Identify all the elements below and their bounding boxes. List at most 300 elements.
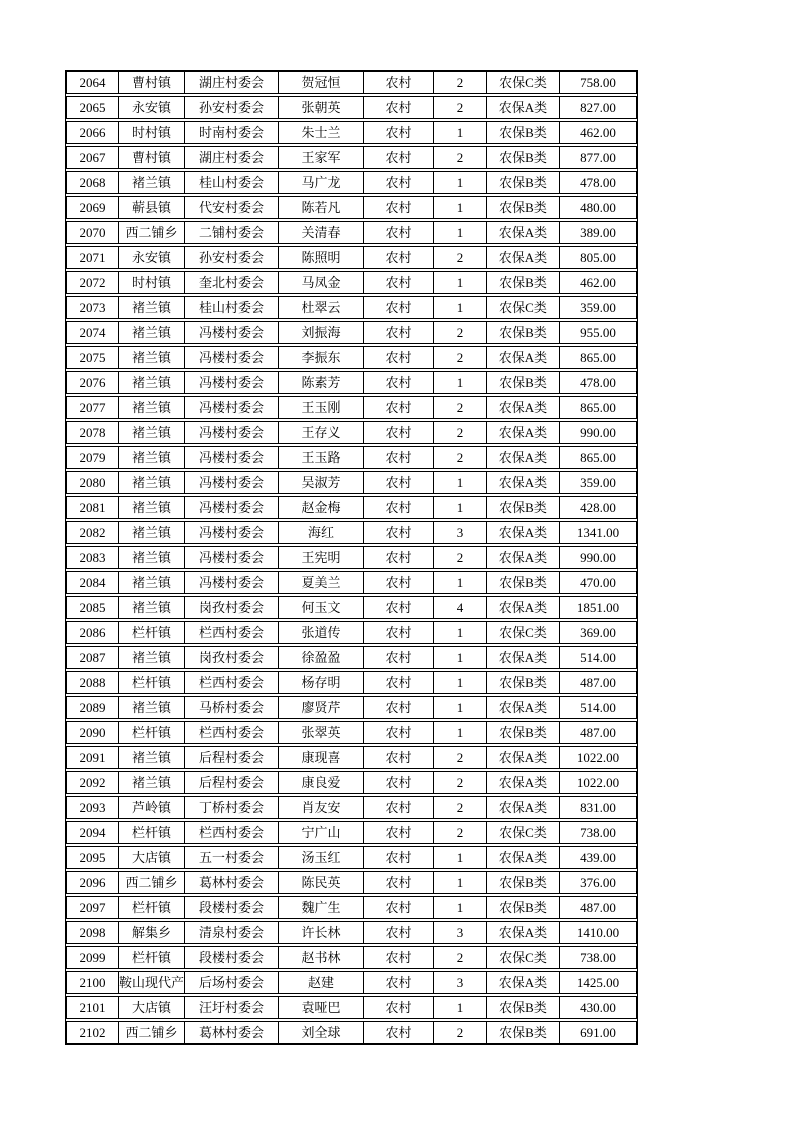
amount-cell: 487.00 xyxy=(580,725,616,740)
category-cell: 农村 xyxy=(364,322,434,343)
table-row xyxy=(66,271,637,294)
village-committee-cell: 冯楼村委会 xyxy=(185,572,279,593)
seq-cell: 2080 xyxy=(67,472,119,493)
amount-cell: 478.00 xyxy=(580,175,616,190)
table-row xyxy=(66,396,637,419)
insurance-class-cell: 农保A类 xyxy=(487,697,560,718)
person-name-cell: 肖友安 xyxy=(279,797,364,818)
table-row xyxy=(66,196,637,219)
amount-cell: 389.00 xyxy=(580,225,616,240)
amount-cell: 738.00 xyxy=(580,950,616,965)
insurance-class-cell: 农保B类 xyxy=(487,1022,560,1043)
seq-cell: 2096 xyxy=(67,872,119,893)
person-name-cell: 王玉刚 xyxy=(279,397,364,418)
village-committee-cell: 清泉村委会 xyxy=(185,922,279,943)
seq-cell: 2091 xyxy=(67,747,119,768)
seq-cell: 2097 xyxy=(67,897,119,918)
category-cell: 农村 xyxy=(364,572,434,593)
insurance-class-cell: 农保A类 xyxy=(487,972,560,993)
seq-cell: 2067 xyxy=(67,147,119,168)
count-cell: 2 xyxy=(434,547,487,568)
town-cell: 永安镇 xyxy=(119,97,185,118)
seq-cell: 2095 xyxy=(67,847,119,868)
count-cell: 2 xyxy=(434,422,487,443)
person-name-cell: 刘全球 xyxy=(279,1022,364,1043)
count-cell: 2 xyxy=(434,797,487,818)
category-cell: 农村 xyxy=(364,597,434,618)
insurance-class-cell: 农保A类 xyxy=(487,222,560,243)
seq-cell: 2100 xyxy=(67,972,119,993)
town-cell: 解集乡 xyxy=(119,922,185,943)
insurance-class-cell: 农保A类 xyxy=(487,922,560,943)
table-row xyxy=(66,871,637,894)
village-committee-cell: 时南村委会 xyxy=(185,122,279,143)
amount-cell: 462.00 xyxy=(580,275,616,290)
town-cell: 褚兰镇 xyxy=(119,772,185,793)
person-name-cell: 陈素芳 xyxy=(279,372,364,393)
town-cell: 栏杆镇 xyxy=(119,722,185,743)
village-committee-cell: 汪圩村委会 xyxy=(185,997,279,1018)
amount-cell: 359.00 xyxy=(580,475,616,490)
village-committee-cell: 冯楼村委会 xyxy=(185,497,279,518)
amount-cell: 865.00 xyxy=(580,400,616,415)
category-cell: 农村 xyxy=(364,722,434,743)
seq-cell: 2089 xyxy=(67,697,119,718)
seq-cell: 2079 xyxy=(67,447,119,468)
village-committee-cell: 代安村委会 xyxy=(185,197,279,218)
town-cell: 褚兰镇 xyxy=(119,172,185,193)
village-committee-cell: 孙安村委会 xyxy=(185,247,279,268)
person-name-cell: 朱士兰 xyxy=(279,122,364,143)
village-committee-cell: 丁桥村委会 xyxy=(185,797,279,818)
person-name-cell: 陈民英 xyxy=(279,872,364,893)
amount-cell: 1410.00 xyxy=(576,925,620,940)
town-cell: 鞍山现代产 xyxy=(119,972,185,993)
insurance-class-cell: 农保A类 xyxy=(487,847,560,868)
category-cell: 农村 xyxy=(364,297,434,318)
village-committee-cell: 湖庄村委会 xyxy=(185,147,279,168)
insurance-class-cell: 农保A类 xyxy=(487,447,560,468)
count-cell: 1 xyxy=(434,272,487,293)
insurance-class-cell: 农保B类 xyxy=(487,497,560,518)
table-row xyxy=(66,471,637,494)
seq-cell: 2073 xyxy=(67,297,119,318)
amount-cell: 738.00 xyxy=(580,825,616,840)
count-cell: 1 xyxy=(434,197,487,218)
table-row xyxy=(66,696,637,719)
seq-cell: 2102 xyxy=(67,1022,119,1043)
person-name-cell: 宁广山 xyxy=(279,822,364,843)
category-cell: 农村 xyxy=(364,372,434,393)
table-row xyxy=(66,146,637,169)
seq-cell: 2094 xyxy=(67,822,119,843)
count-cell: 2 xyxy=(434,822,487,843)
table-row xyxy=(66,646,637,669)
person-name-cell: 康现喜 xyxy=(279,747,364,768)
seq-cell: 2084 xyxy=(67,572,119,593)
village-committee-cell: 冯楼村委会 xyxy=(185,522,279,543)
count-cell: 2 xyxy=(434,97,487,118)
count-cell: 1 xyxy=(434,372,487,393)
insurance-class-cell: 农保A类 xyxy=(487,647,560,668)
town-cell: 褚兰镇 xyxy=(119,472,185,493)
count-cell: 4 xyxy=(434,597,487,618)
count-cell: 1 xyxy=(434,722,487,743)
table-row xyxy=(66,746,637,769)
insurance-class-cell: 农保A类 xyxy=(487,347,560,368)
seq-cell: 2098 xyxy=(67,922,119,943)
village-committee-cell: 冯楼村委会 xyxy=(185,322,279,343)
village-committee-cell: 岗孜村委会 xyxy=(185,597,279,618)
town-cell: 褚兰镇 xyxy=(119,297,185,318)
person-name-cell: 陈若凡 xyxy=(279,197,364,218)
count-cell: 2 xyxy=(434,247,487,268)
table-row xyxy=(66,221,637,244)
person-name-cell: 马凤金 xyxy=(279,272,364,293)
category-cell: 农村 xyxy=(364,772,434,793)
person-name-cell: 张翠英 xyxy=(279,722,364,743)
amount-cell: 439.00 xyxy=(580,850,616,865)
person-name-cell: 汤玉红 xyxy=(279,847,364,868)
table-row xyxy=(66,121,637,144)
village-committee-cell: 栏西村委会 xyxy=(185,722,279,743)
insurance-class-cell: 农保A类 xyxy=(487,247,560,268)
count-cell: 1 xyxy=(434,672,487,693)
person-name-cell: 张朝英 xyxy=(279,97,364,118)
village-committee-cell: 冯楼村委会 xyxy=(185,547,279,568)
town-cell: 褚兰镇 xyxy=(119,747,185,768)
amount-cell: 487.00 xyxy=(580,900,616,915)
table-row xyxy=(66,721,637,744)
count-cell: 3 xyxy=(434,522,487,543)
amount-cell: 805.00 xyxy=(580,250,616,265)
person-name-cell: 王家军 xyxy=(279,147,364,168)
count-cell: 2 xyxy=(434,322,487,343)
amount-cell: 877.00 xyxy=(580,150,616,165)
town-cell: 时村镇 xyxy=(119,122,185,143)
village-committee-cell: 桂山村委会 xyxy=(185,297,279,318)
count-cell: 2 xyxy=(434,772,487,793)
town-cell: 褚兰镇 xyxy=(119,497,185,518)
category-cell: 农村 xyxy=(364,947,434,968)
person-name-cell: 许长林 xyxy=(279,922,364,943)
table-row xyxy=(66,771,637,794)
amount-cell: 430.00 xyxy=(580,1000,616,1015)
amount-cell: 990.00 xyxy=(580,550,616,565)
amount-cell: 462.00 xyxy=(580,125,616,140)
insurance-class-cell: 农保A类 xyxy=(487,522,560,543)
person-name-cell: 刘振海 xyxy=(279,322,364,343)
table-row xyxy=(66,971,637,994)
town-cell: 褚兰镇 xyxy=(119,397,185,418)
table-row xyxy=(66,821,637,844)
seq-cell: 2072 xyxy=(67,272,119,293)
town-cell: 褚兰镇 xyxy=(119,522,185,543)
table-row xyxy=(66,246,637,269)
insurance-class-cell: 农保A类 xyxy=(487,797,560,818)
count-cell: 2 xyxy=(434,947,487,968)
category-cell: 农村 xyxy=(364,972,434,993)
table-row xyxy=(66,896,637,919)
amount-cell: 1022.00 xyxy=(576,775,620,790)
village-committee-cell: 奎北村委会 xyxy=(185,272,279,293)
seq-cell: 2076 xyxy=(67,372,119,393)
amount-cell: 376.00 xyxy=(580,875,616,890)
insurance-class-cell: 农保B类 xyxy=(487,897,560,918)
count-cell: 2 xyxy=(434,72,487,93)
insurance-class-cell: 农保A类 xyxy=(487,547,560,568)
insurance-class-cell: 农保B类 xyxy=(487,272,560,293)
seq-cell: 2071 xyxy=(67,247,119,268)
table-row xyxy=(66,571,637,594)
seq-cell: 2081 xyxy=(67,497,119,518)
category-cell: 农村 xyxy=(364,922,434,943)
village-committee-cell: 葛林村委会 xyxy=(185,1022,279,1043)
village-committee-cell: 冯楼村委会 xyxy=(185,422,279,443)
village-committee-cell: 冯楼村委会 xyxy=(185,472,279,493)
amount-cell: 827.00 xyxy=(580,100,616,115)
person-name-cell: 海红 xyxy=(279,522,364,543)
town-cell: 褚兰镇 xyxy=(119,547,185,568)
table-row xyxy=(66,96,637,119)
category-cell: 农村 xyxy=(364,272,434,293)
category-cell: 农村 xyxy=(364,472,434,493)
count-cell: 2 xyxy=(434,347,487,368)
table-row xyxy=(66,921,637,944)
category-cell: 农村 xyxy=(364,72,434,93)
amount-cell: 955.00 xyxy=(580,325,616,340)
village-committee-cell: 葛林村委会 xyxy=(185,872,279,893)
count-cell: 1 xyxy=(434,122,487,143)
category-cell: 农村 xyxy=(364,747,434,768)
insurance-class-cell: 农保A类 xyxy=(487,97,560,118)
town-cell: 时村镇 xyxy=(119,272,185,293)
town-cell: 褚兰镇 xyxy=(119,697,185,718)
category-cell: 农村 xyxy=(364,547,434,568)
seq-cell: 2066 xyxy=(67,122,119,143)
amount-cell: 831.00 xyxy=(580,800,616,815)
insurance-class-cell: 农保B类 xyxy=(487,672,560,693)
category-cell: 农村 xyxy=(364,197,434,218)
town-cell: 褚兰镇 xyxy=(119,322,185,343)
village-committee-cell: 冯楼村委会 xyxy=(185,397,279,418)
table-row xyxy=(66,171,637,194)
person-name-cell: 王宪明 xyxy=(279,547,364,568)
insurance-class-cell: 农保A类 xyxy=(487,772,560,793)
town-cell: 曹村镇 xyxy=(119,147,185,168)
amount-cell: 480.00 xyxy=(580,200,616,215)
count-cell: 1 xyxy=(434,697,487,718)
seq-cell: 2065 xyxy=(67,97,119,118)
town-cell: 栏杆镇 xyxy=(119,822,185,843)
person-name-cell: 王存义 xyxy=(279,422,364,443)
category-cell: 农村 xyxy=(364,172,434,193)
insurance-class-cell: 农保B类 xyxy=(487,997,560,1018)
table-row xyxy=(66,521,637,544)
person-name-cell: 吴淑芳 xyxy=(279,472,364,493)
count-cell: 2 xyxy=(434,1022,487,1043)
insurance-class-cell: 农保C类 xyxy=(487,822,560,843)
category-cell: 农村 xyxy=(364,872,434,893)
count-cell: 1 xyxy=(434,572,487,593)
category-cell: 农村 xyxy=(364,697,434,718)
town-cell: 褚兰镇 xyxy=(119,647,185,668)
category-cell: 农村 xyxy=(364,497,434,518)
village-committee-cell: 栏西村委会 xyxy=(185,622,279,643)
amount-cell: 514.00 xyxy=(580,700,616,715)
count-cell: 1 xyxy=(434,647,487,668)
count-cell: 3 xyxy=(434,972,487,993)
amount-cell: 1851.00 xyxy=(576,600,620,615)
town-cell: 褚兰镇 xyxy=(119,347,185,368)
table-row xyxy=(66,671,637,694)
person-name-cell: 张道传 xyxy=(279,622,364,643)
table-row xyxy=(66,446,637,469)
seq-cell: 2090 xyxy=(67,722,119,743)
village-committee-cell: 桂山村委会 xyxy=(185,172,279,193)
category-cell: 农村 xyxy=(364,347,434,368)
village-committee-cell: 段楼村委会 xyxy=(185,897,279,918)
table-row xyxy=(66,796,637,819)
category-cell: 农村 xyxy=(364,222,434,243)
amount-cell: 359.00 xyxy=(580,300,616,315)
insurance-class-cell: 农保A类 xyxy=(487,597,560,618)
amount-cell: 990.00 xyxy=(580,425,616,440)
town-cell: 褚兰镇 xyxy=(119,597,185,618)
person-name-cell: 魏广生 xyxy=(279,897,364,918)
category-cell: 农村 xyxy=(364,847,434,868)
category-cell: 农村 xyxy=(364,897,434,918)
table-row xyxy=(66,321,637,344)
village-committee-cell: 五一村委会 xyxy=(185,847,279,868)
records-table xyxy=(65,70,638,1045)
person-name-cell: 李振东 xyxy=(279,347,364,368)
insurance-class-cell: 农保C类 xyxy=(487,72,560,93)
insurance-class-cell: 农保A类 xyxy=(487,422,560,443)
amount-cell: 1022.00 xyxy=(576,750,620,765)
amount-cell: 478.00 xyxy=(580,375,616,390)
village-committee-cell: 冯楼村委会 xyxy=(185,372,279,393)
insurance-class-cell: 农保B类 xyxy=(487,572,560,593)
seq-cell: 2085 xyxy=(67,597,119,618)
category-cell: 农村 xyxy=(364,622,434,643)
insurance-class-cell: 农保B类 xyxy=(487,172,560,193)
insurance-class-cell: 农保A类 xyxy=(487,397,560,418)
amount-cell: 470.00 xyxy=(580,575,616,590)
category-cell: 农村 xyxy=(364,147,434,168)
town-cell: 栏杆镇 xyxy=(119,622,185,643)
count-cell: 1 xyxy=(434,622,487,643)
town-cell: 曹村镇 xyxy=(119,72,185,93)
insurance-class-cell: 农保B类 xyxy=(487,722,560,743)
category-cell: 农村 xyxy=(364,997,434,1018)
count-cell: 2 xyxy=(434,747,487,768)
insurance-class-cell: 农保C类 xyxy=(487,622,560,643)
category-cell: 农村 xyxy=(364,822,434,843)
village-committee-cell: 冯楼村委会 xyxy=(185,447,279,468)
category-cell: 农村 xyxy=(364,247,434,268)
count-cell: 1 xyxy=(434,172,487,193)
amount-cell: 691.00 xyxy=(580,1025,616,1040)
seq-cell: 2082 xyxy=(67,522,119,543)
amount-cell: 865.00 xyxy=(580,450,616,465)
town-cell: 大店镇 xyxy=(119,997,185,1018)
village-committee-cell: 岗孜村委会 xyxy=(185,647,279,668)
category-cell: 农村 xyxy=(364,647,434,668)
count-cell: 1 xyxy=(434,297,487,318)
person-name-cell: 廖贤芹 xyxy=(279,697,364,718)
town-cell: 褚兰镇 xyxy=(119,447,185,468)
town-cell: 栏杆镇 xyxy=(119,897,185,918)
insurance-class-cell: 农保A类 xyxy=(487,747,560,768)
insurance-class-cell: 农保B类 xyxy=(487,322,560,343)
table-row xyxy=(66,596,637,619)
count-cell: 1 xyxy=(434,897,487,918)
seq-cell: 2093 xyxy=(67,797,119,818)
count-cell: 1 xyxy=(434,872,487,893)
insurance-class-cell: 农保C类 xyxy=(487,947,560,968)
person-name-cell: 赵建 xyxy=(279,972,364,993)
town-cell: 芦岭镇 xyxy=(119,797,185,818)
category-cell: 农村 xyxy=(364,1022,434,1043)
seq-cell: 2064 xyxy=(67,72,119,93)
town-cell: 西二铺乡 xyxy=(119,1022,185,1043)
village-committee-cell: 湖庄村委会 xyxy=(185,72,279,93)
person-name-cell: 马广龙 xyxy=(279,172,364,193)
seq-cell: 2078 xyxy=(67,422,119,443)
person-name-cell: 赵金梅 xyxy=(279,497,364,518)
category-cell: 农村 xyxy=(364,522,434,543)
village-committee-cell: 孙安村委会 xyxy=(185,97,279,118)
count-cell: 1 xyxy=(434,497,487,518)
seq-cell: 2070 xyxy=(67,222,119,243)
amount-cell: 1341.00 xyxy=(576,525,620,540)
seq-cell: 2087 xyxy=(67,647,119,668)
insurance-class-cell: 农保A类 xyxy=(487,472,560,493)
category-cell: 农村 xyxy=(364,447,434,468)
table-row xyxy=(66,421,637,444)
insurance-class-cell: 农保B类 xyxy=(487,122,560,143)
seq-cell: 2092 xyxy=(67,772,119,793)
count-cell: 1 xyxy=(434,222,487,243)
town-cell: 西二铺乡 xyxy=(119,872,185,893)
seq-cell: 2083 xyxy=(67,547,119,568)
town-cell: 褚兰镇 xyxy=(119,372,185,393)
amount-cell: 758.00 xyxy=(580,75,616,90)
town-cell: 栏杆镇 xyxy=(119,672,185,693)
village-committee-cell: 马桥村委会 xyxy=(185,697,279,718)
seq-cell: 2074 xyxy=(67,322,119,343)
table-row xyxy=(66,71,637,94)
insurance-class-cell: 农保B类 xyxy=(487,872,560,893)
village-committee-cell: 二铺村委会 xyxy=(185,222,279,243)
table-row xyxy=(66,296,637,319)
village-committee-cell: 后程村委会 xyxy=(185,772,279,793)
person-name-cell: 康良爱 xyxy=(279,772,364,793)
village-committee-cell: 栏西村委会 xyxy=(185,822,279,843)
seq-cell: 2077 xyxy=(67,397,119,418)
table-row xyxy=(66,846,637,869)
person-name-cell: 夏美兰 xyxy=(279,572,364,593)
person-name-cell: 杨存明 xyxy=(279,672,364,693)
village-committee-cell: 栏西村委会 xyxy=(185,672,279,693)
insurance-class-cell: 农保B类 xyxy=(487,147,560,168)
category-cell: 农村 xyxy=(364,672,434,693)
person-name-cell: 贺冠恒 xyxy=(279,72,364,93)
table-row xyxy=(66,546,637,569)
village-committee-cell: 后场村委会 xyxy=(185,972,279,993)
amount-cell: 514.00 xyxy=(580,650,616,665)
